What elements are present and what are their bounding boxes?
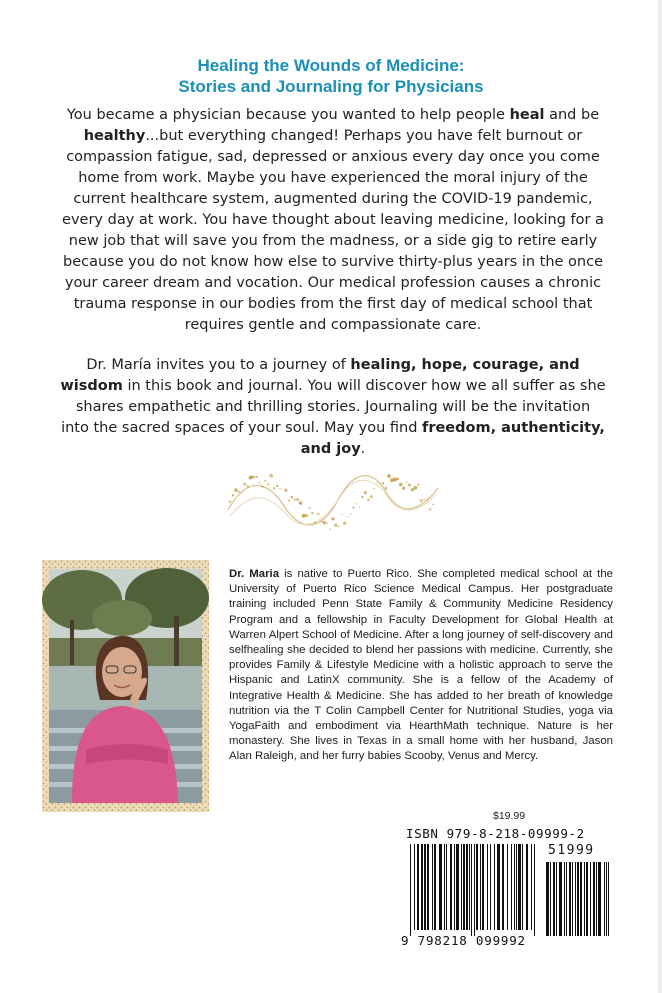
addon-barcode-bar [559,862,562,936]
barcode-bar [526,844,528,930]
barcode-bar [534,844,535,936]
sparkle-dot [258,482,260,484]
addon-barcode-bar [606,862,607,936]
sparkle-dot [267,483,269,485]
sparkle-dot [347,516,348,517]
barcode-bar [424,844,426,930]
gold-sparkle-wave-ornament [226,458,440,538]
sparkle-dot [238,491,240,493]
sparkle-dot [411,488,414,491]
intro-p2-run-4: . [360,441,366,457]
barcode-bar [417,844,419,930]
sparkle-dot [432,503,434,505]
sparkle-dot [414,486,418,490]
barcode-bar [511,844,512,930]
sparkle-dot [296,498,299,501]
title-line-1: Healing the Wounds of Medicine: [197,56,465,75]
sparkle-dot [429,508,432,511]
barcode-bar [469,844,470,930]
bio-run-1: is native to Puerto Rico. She completed medical school at the University of Puerto Rico Science Medical Campus. Her postgraduate training included Penn State Family & Community Medicine Residency Program and a fellowship in Faculty Development for Global Health at Warren Alpert School of Medicine. After a long journey of self-discovery and selfhealing she decided to blend her passions with medicine. Currently, she provides Family & Lifestyle Medicine with a holistic approach to serve the Hispanic and LatinX community. She is a fellow of the Academy of Integrative Health & Medicine. She has added to her breath of knowledge nutrition via the T Colin Campbell Center for Nutritional Studies, yoga via YogaFaith and embodiment via HearthMath technique. Nature is her monastery. She lives in Texas in a small home with her husband, Jason Alan Raleigh, and her furry babies Scooby, Venus and Mercy. [229,568,613,763]
intro-p1-run-3: healthy [83,128,146,144]
barcode-bar [494,844,495,930]
sparkle-dot [376,482,377,483]
addon-barcode-bar [584,862,585,936]
barcode-bar [471,844,472,936]
intro-text [60,105,606,479]
sparkle-dot [353,507,355,509]
addon-barcode-bar [604,862,605,936]
sparkle-dot [279,488,281,490]
addon-barcode-bars [546,862,612,936]
sparkle-dot [291,496,293,498]
barcode-bar [482,844,484,930]
addon-barcode-bar [572,862,573,936]
barcode-bar [456,844,459,930]
sparkle-dot [249,476,253,480]
sparkle-dot [288,500,290,502]
addon-barcode-bar [598,862,601,936]
barcode-bar [490,844,491,930]
sparkle-dot [402,487,405,490]
sparkle-dot [302,514,306,518]
intro-paragraph-2 [60,355,606,460]
sparkle-dot [356,503,358,505]
addon-barcode-bar [566,862,567,936]
sparkle-dot [320,521,321,522]
sparkle-dot [385,487,388,490]
sparkle-dot [364,491,367,494]
barcode-bar [414,844,415,930]
sparkle-dot [329,529,331,531]
intro-p2-run-0: Dr. María invites you to a journey of [86,357,351,373]
barcode-bar [450,844,452,930]
sparkle-dot [282,487,283,488]
sparkle-dot [387,474,391,478]
sparkle-dot [396,478,399,481]
sparkle-dot [273,487,276,490]
sparkle-dot [343,522,347,526]
barcode-bar [497,844,500,930]
addon-barcode-bar [546,862,549,936]
barcode-bar [410,844,411,936]
addon-barcode-bar [553,862,555,936]
barcode-bar [432,844,433,930]
intro-p1-run-0: You became a physician because you wanted to help people [66,107,510,123]
intro-p1-run-2: and be [544,107,600,123]
sparkle-dot [408,483,411,486]
price-label: $19.99 [493,810,526,822]
addon-barcode-bar [575,862,576,936]
addon-barcode-bar [593,862,595,936]
intro-p2-run-1: healing, hope, courage, and wisdom [60,357,580,394]
sparkle-dot [373,488,374,489]
sparkle-dot [317,513,319,515]
intro-p2-run-2: in this book and journal. You will discover how we all suffer as she shares empathetic and thrilling stories. Journaling will be the invitation into the sacred spaces of your soul. May you find [61,378,606,436]
sparkle-dot [367,499,369,501]
barcode-bar [421,844,423,930]
addon-barcode-bar [590,862,591,936]
sparkle-dot [311,512,313,514]
page-edge [658,0,662,993]
sparkle-dot [426,499,428,501]
author-bio [229,567,613,765]
sparkle-dot [406,481,407,482]
intro-p2-run-3: freedom, authenticity, and joy [300,420,605,457]
sparkle-dot [334,523,338,527]
sparkle-dot [305,514,308,517]
barcode-bar [502,844,504,930]
sparkle-dot [255,476,257,478]
sparkle-dot [423,498,425,500]
addon-barcode-bar [569,862,571,936]
addon-barcode-bar [556,862,557,936]
sparkle-dot [269,474,273,478]
sparkle-dot [241,492,242,493]
sparkle-dot [361,496,364,499]
sparkle-dot [350,513,351,514]
sparkle-dot [276,485,278,487]
barcode-bar [474,844,475,936]
ean-barcode-bars [410,844,538,936]
barcode-bar [514,844,515,930]
sparkle-dot [341,514,342,515]
author-photo-frame [42,560,209,812]
barcode-bar [476,844,478,930]
barcode-bar [446,844,447,930]
sparkle-dot [264,480,266,482]
intro-paragraph-1 [60,105,606,336]
barcode-bar [434,844,436,930]
barcode-bar [463,844,465,930]
sparkle-dot [243,483,246,486]
sparkle-dot [359,507,360,508]
barcode-bar [522,844,523,930]
sparkle-dot [370,495,373,498]
sparkle-dot [252,476,254,478]
sparkle-dot [308,507,310,509]
sparkle-dot [293,498,295,500]
sparkle-dot [338,526,340,528]
sparkle-dot [246,485,249,488]
isbn-barcode [398,824,618,951]
intro-p1-run-4: ...but everything changed! Perhaps you have felt burnout or compassion fatigue, sad, depressed or anxious every day once you come home from work. Maybe you have experienced the moral injury of the current healthcare system, augmented during the COVID-19 pandemic, every day at work. You have thought about leaving medicine, looking for a new job that will save you from the madness, or a side gig to retire early because you do not know how else to survive thirty-plus years in the once your career dream and vocation. Our medical profession causes a chronic trauma response in our bodies from the first day of medical school that requires gentle and compassionate care. [62,128,604,333]
addon-barcode-bar [596,862,597,936]
barcode-bar [507,844,508,930]
sparkle-dot [232,494,234,496]
sparkle-dot [420,499,423,502]
sparkle-dot [379,483,380,484]
sparkle-dot [234,488,238,492]
barcode-bar [480,844,481,930]
barcode-bar [444,844,445,930]
sparkle-dot [284,489,287,492]
ean-digits: 9 798218 099992 [401,933,526,948]
sparkle-dot [393,478,397,482]
barcode-bar [461,844,462,930]
sparkle-dot [261,486,263,488]
addon-barcode-bar [564,862,565,936]
sparkle-dot [299,501,302,504]
title-line-2: Stories and Journaling for Physicians [178,77,484,96]
barcode-bar [531,844,532,930]
barcode-bar [518,844,521,930]
sparkle-dot [417,484,419,486]
sparkle-dot [229,501,232,504]
sparkle-dot [322,521,326,525]
barcode-bar [427,844,429,930]
author-photo [42,560,209,812]
sparkle-dot [326,523,328,525]
sparkle-dot [399,483,403,487]
bio-run-0: Dr. Maria [229,568,280,580]
addon-barcode-bar [608,862,609,936]
barcode-bar [466,844,468,930]
sparkle-dot [314,522,316,524]
addon-barcode-bar [577,862,579,936]
addon-barcode-bar [580,862,582,936]
intro-p1-run-1: heal [509,107,545,123]
barcode-bar [487,844,488,930]
barcode-bar [516,844,517,930]
addon-barcode-bar [586,862,588,936]
barcode-bar [454,844,455,930]
price-addon-digits: 51999 [548,843,595,858]
barcode-bar [439,844,442,930]
sparkle-dot [382,482,384,484]
book-title [0,55,662,97]
sparkle-dot [331,517,334,520]
isbn-text: ISBN 979-8-218-09999-2 [406,826,585,841]
addon-barcode-bar [550,862,551,936]
